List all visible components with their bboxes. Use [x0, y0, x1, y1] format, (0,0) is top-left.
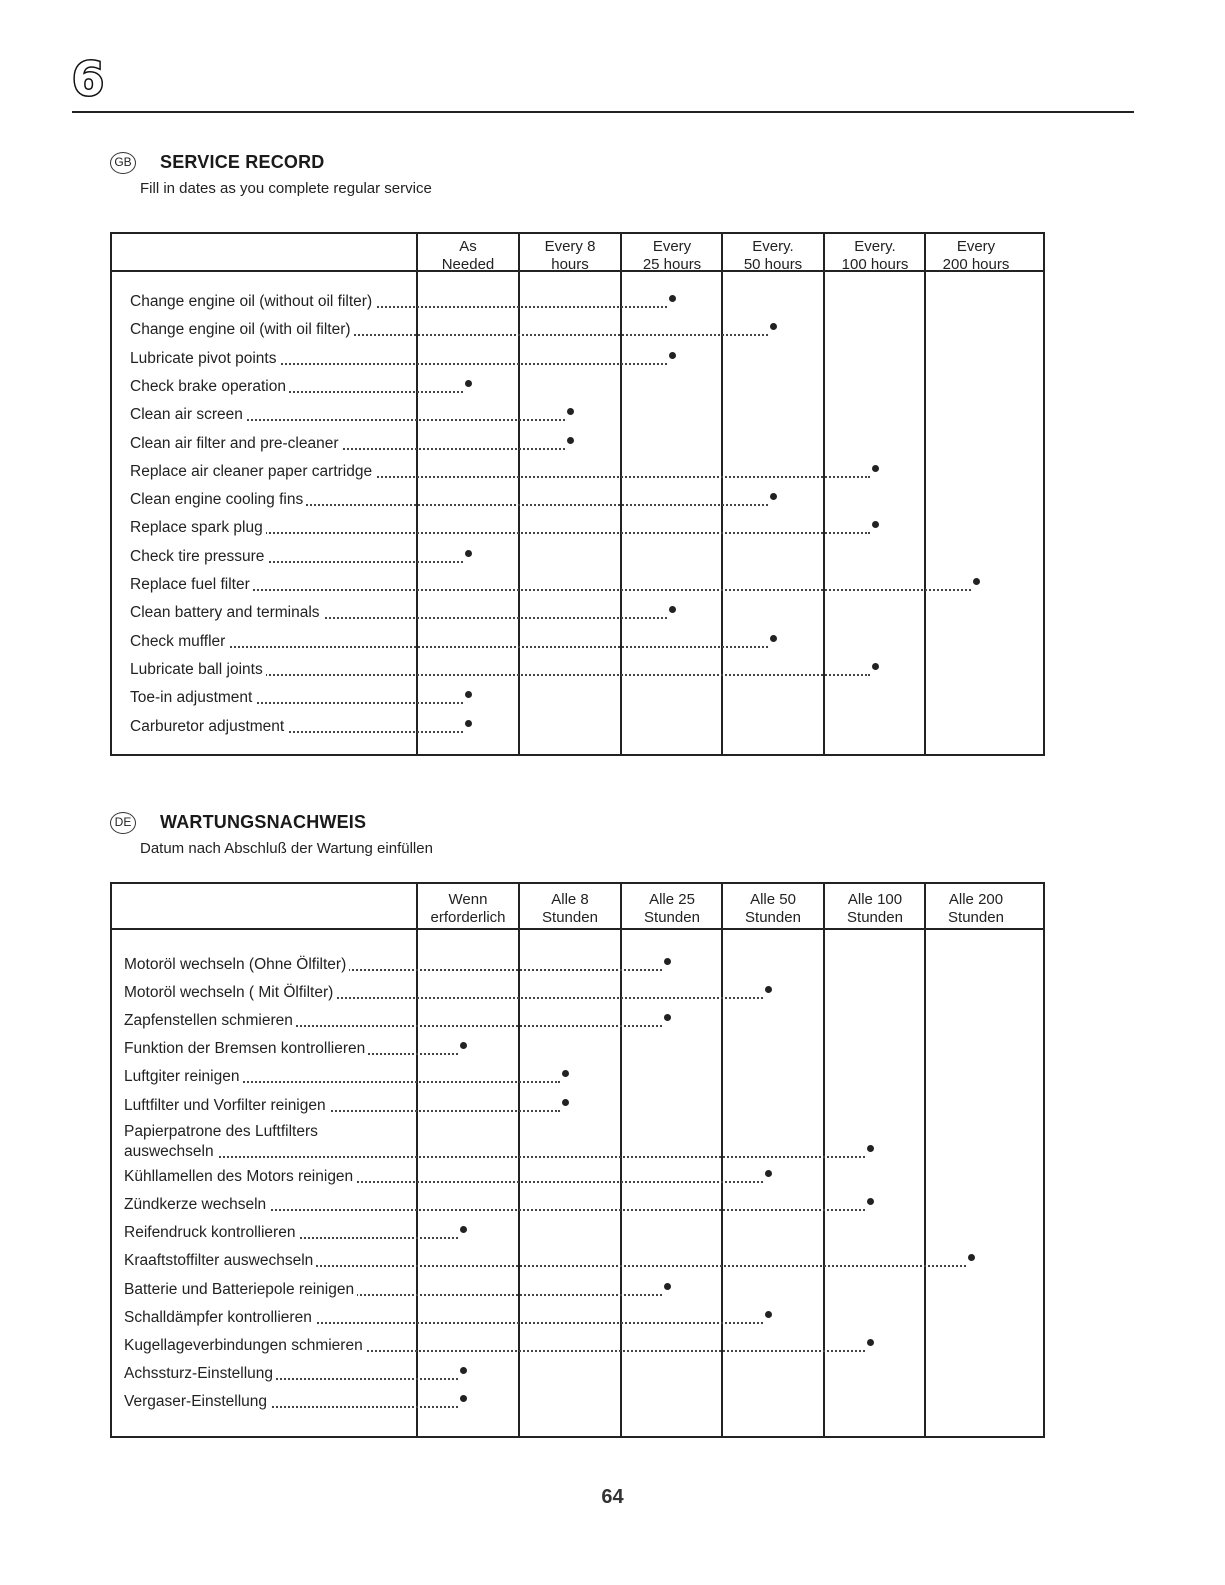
task-label: Check brake operation	[130, 378, 289, 396]
column-header-line: Alle 100	[847, 891, 903, 908]
table-row	[112, 1040, 1043, 1068]
table-row	[112, 519, 1043, 547]
interval-marker	[765, 986, 772, 993]
column-header	[417, 238, 519, 274]
interval-marker	[567, 408, 574, 415]
interval-marker	[465, 550, 472, 557]
column-header-line: Alle 25	[649, 891, 695, 908]
column-header-line: Needed	[441, 256, 495, 273]
table-row	[112, 576, 1043, 604]
section-subtitle: Datum nach Abschluß der Wartung einfüllen	[140, 840, 433, 857]
column-header-line: Alle 50	[750, 891, 796, 908]
task-label: Reifendruck kontrollieren	[124, 1224, 298, 1242]
task-label: Schalldämpfer kontrollieren	[124, 1309, 315, 1327]
table-row	[112, 633, 1043, 661]
interval-marker	[669, 606, 676, 613]
column-header-line: Stunden	[745, 909, 801, 926]
column-header	[722, 891, 824, 927]
interval-marker	[460, 1367, 467, 1374]
task-label: Luftgiter reinigen	[124, 1068, 242, 1086]
interval-marker	[973, 578, 980, 585]
task-label: Check tire pressure	[130, 548, 267, 566]
interval-marker	[968, 1254, 975, 1261]
table-row	[112, 604, 1043, 632]
column-header-line: Every	[652, 238, 692, 255]
table-row	[112, 1365, 1043, 1393]
task-label: Clean engine cooling fins	[130, 491, 306, 509]
interval-marker	[567, 437, 574, 444]
column-header	[621, 238, 723, 274]
table-row	[112, 689, 1043, 717]
language-flag-gb: GB	[110, 152, 136, 174]
interval-marker	[872, 465, 879, 472]
task-label: Zündkerze wechseln	[124, 1196, 269, 1214]
interval-marker	[562, 1070, 569, 1077]
header-divider	[112, 928, 1043, 930]
column-header-line: erforderlich	[430, 909, 506, 926]
task-label: Change engine oil (without oil filter)	[130, 293, 375, 311]
column-header-line: Alle 200	[948, 891, 1004, 908]
table-row	[112, 1224, 1043, 1252]
table-row	[112, 1097, 1043, 1125]
task-label: Motoröl wechseln ( Mit Ölfilter)	[124, 984, 336, 1002]
task-label: Papierpatrone des Luftfilters	[124, 1123, 321, 1141]
column-header	[824, 891, 926, 927]
interval-marker	[770, 493, 777, 500]
section-title: SERVICE RECORD	[160, 152, 325, 172]
interval-marker	[872, 521, 879, 528]
interval-marker	[460, 1395, 467, 1402]
interval-marker	[465, 691, 472, 698]
column-header	[925, 238, 1027, 274]
task-label-continued: auswechseln	[124, 1143, 217, 1161]
task-label: Motoröl wechseln (Ohne Ölfilter)	[124, 956, 349, 974]
table-row	[112, 435, 1043, 463]
interval-marker	[460, 1042, 467, 1049]
task-label: Lubricate ball joints	[130, 661, 266, 679]
interval-marker	[867, 1198, 874, 1205]
table-row	[112, 1252, 1043, 1280]
task-label: Toe-in adjustment	[130, 689, 255, 707]
task-label: Carburetor adjustment	[130, 718, 287, 736]
interval-marker	[867, 1145, 874, 1152]
table-row	[112, 548, 1043, 576]
task-label: Achssturz-Einstellung	[124, 1365, 276, 1383]
column-header-line: Stunden	[542, 909, 598, 926]
table-row	[112, 1122, 1043, 1169]
dot-leader	[130, 589, 971, 591]
column-header-line: Stunden	[847, 909, 903, 926]
table-row	[112, 956, 1043, 984]
task-label: Check muffler	[130, 633, 228, 651]
service-record-section-de	[110, 810, 1045, 1442]
interval-marker	[765, 1170, 772, 1177]
column-header-line: 100 hours	[841, 256, 909, 273]
interval-marker	[664, 958, 671, 965]
interval-marker	[465, 380, 472, 387]
column-header	[621, 891, 723, 927]
table-row	[112, 1281, 1043, 1309]
task-label: Replace air cleaner paper cartridge	[130, 463, 375, 481]
interval-marker	[669, 352, 676, 359]
task-label: Vergaser-Einstellung	[124, 1393, 270, 1411]
task-label: Funktion der Bremsen kontrollieren	[124, 1040, 368, 1058]
section-subtitle: Fill in dates as you complete regular service	[140, 180, 432, 197]
task-label: Lubricate pivot points	[130, 350, 279, 368]
column-header	[722, 238, 824, 274]
column-header	[925, 891, 1027, 927]
column-header	[417, 891, 519, 927]
table-row	[112, 463, 1043, 491]
task-label: Change engine oil (with oil filter)	[130, 321, 354, 339]
column-header-line: Every.	[752, 238, 794, 255]
task-label: Zapfenstellen schmieren	[124, 1012, 296, 1030]
table-row	[112, 491, 1043, 519]
task-label: Kraaftstoffilter auswechseln	[124, 1252, 316, 1270]
table-row	[112, 1012, 1043, 1040]
interval-marker	[872, 663, 879, 670]
interval-marker	[562, 1099, 569, 1106]
section-title: WARTUNGSNACHWEIS	[160, 812, 367, 832]
interval-marker	[867, 1339, 874, 1346]
table-row	[112, 350, 1043, 378]
task-label: Luftfilter und Vorfilter reinigen	[124, 1097, 329, 1115]
table-row	[112, 1196, 1043, 1224]
interval-marker	[460, 1226, 467, 1233]
column-header-line: hours	[551, 256, 589, 273]
column-header-line: Every.	[854, 238, 896, 255]
column-header	[519, 238, 621, 274]
column-header-line: Every	[956, 238, 996, 255]
interval-marker	[770, 635, 777, 642]
column-header-line: Stunden	[644, 909, 700, 926]
table-row	[112, 1068, 1043, 1096]
interval-marker	[669, 295, 676, 302]
column-header-line: 50 hours	[743, 256, 803, 273]
column-header	[519, 891, 621, 927]
interval-marker	[765, 1311, 772, 1318]
table-row	[112, 293, 1043, 321]
task-label: Kugellageverbindungen schmieren	[124, 1337, 366, 1355]
language-flag-de: DE	[110, 812, 136, 834]
table-row	[112, 378, 1043, 406]
service-record-table	[110, 882, 1045, 1438]
column-header-line: As	[459, 238, 477, 255]
service-record-section-gb	[110, 150, 1045, 760]
service-record-table	[110, 232, 1045, 756]
table-row	[112, 321, 1043, 349]
task-label: Clean air filter and pre-cleaner	[130, 435, 342, 453]
table-row	[112, 984, 1043, 1012]
chapter-number: 6	[72, 52, 105, 106]
table-row	[112, 718, 1043, 746]
page-number: 64	[601, 1486, 624, 1508]
table-row	[112, 1309, 1043, 1337]
interval-marker	[465, 720, 472, 727]
column-header	[824, 238, 926, 274]
task-label: Clean battery and terminals	[130, 604, 323, 622]
task-label: Clean air screen	[130, 406, 246, 424]
table-row	[112, 1168, 1043, 1196]
task-label: Replace fuel filter	[130, 576, 253, 594]
interval-marker	[770, 323, 777, 330]
task-label: Batterie und Batteriepole reinigen	[124, 1281, 357, 1299]
column-header-line: 25 hours	[642, 256, 702, 273]
column-header-line: Alle 8	[551, 891, 589, 908]
task-label: Replace spark plug	[130, 519, 266, 537]
table-row	[112, 1337, 1043, 1365]
task-label: Kühllamellen des Motors reinigen	[124, 1168, 356, 1186]
interval-marker	[664, 1014, 671, 1021]
column-header-line: Stunden	[948, 909, 1004, 926]
dot-leader	[124, 1156, 865, 1158]
interval-marker	[664, 1283, 671, 1290]
table-row	[112, 661, 1043, 689]
column-header-line: Every 8	[544, 238, 596, 255]
header-rule	[72, 111, 1134, 113]
column-header-line: 200 hours	[942, 256, 1010, 273]
table-row	[112, 1393, 1043, 1421]
column-header-line: Wenn	[448, 891, 488, 908]
table-row	[112, 406, 1043, 434]
